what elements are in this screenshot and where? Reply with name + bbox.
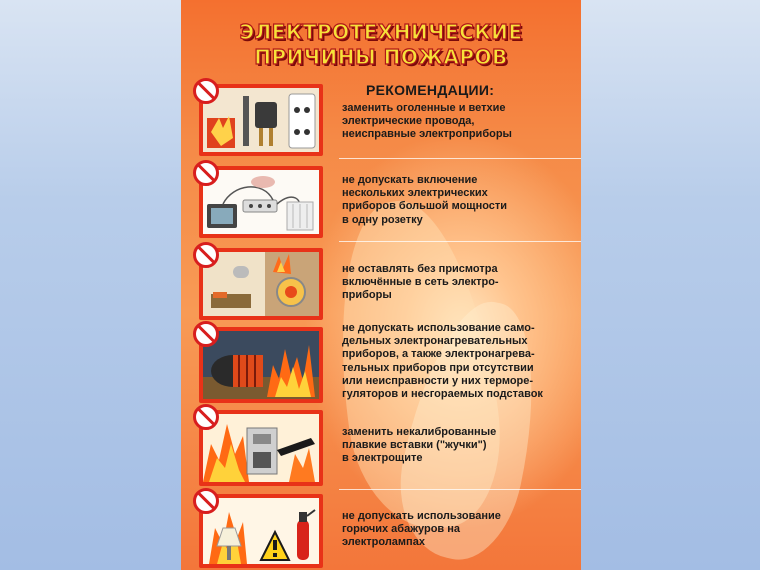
prohibition-sign-icon bbox=[193, 404, 219, 430]
divider bbox=[339, 489, 581, 490]
text-line: гуляторов и несгораемых подставок bbox=[342, 388, 543, 401]
text-line: в электрощите bbox=[342, 452, 423, 465]
text-line: или неисправности у них терморе- bbox=[342, 374, 534, 387]
text-line: не допускать использование bbox=[342, 510, 501, 522]
text-line: горючих абажуров на bbox=[342, 523, 460, 536]
text-line: заменить оголенные и ветхие bbox=[342, 102, 506, 114]
divider bbox=[339, 241, 581, 242]
recommendation-text-2 bbox=[342, 174, 581, 227]
recommendation-text-1 bbox=[342, 102, 581, 142]
recommendations-heading: РЕКОМЕНДАЦИИ: bbox=[366, 82, 495, 98]
text-line: в одну розетку bbox=[342, 213, 423, 226]
text-line: дельных электронагревательных bbox=[342, 335, 528, 348]
recommendation-text-5 bbox=[342, 426, 581, 466]
recommendation-text-6 bbox=[342, 510, 581, 550]
text-line: плавкие вставки ("жучки") bbox=[342, 439, 487, 452]
prohibition-sign-icon bbox=[193, 78, 219, 104]
poster-title-line2: ПРИЧИНЫ ПОЖАРОВ bbox=[254, 45, 508, 69]
text-line: электрические провода, bbox=[342, 115, 475, 128]
text-line: приборов большой мощности bbox=[342, 200, 508, 213]
text-line: включённые в сеть электро- bbox=[342, 276, 499, 289]
recommendation-text-4 bbox=[342, 322, 581, 401]
prohibition-sign-icon bbox=[193, 242, 219, 268]
text-line: не допускать использование само- bbox=[342, 322, 535, 334]
prohibition-sign-icon bbox=[193, 488, 219, 514]
text-line: не оставлять без присмотра bbox=[342, 263, 498, 275]
text-line: приборов, а также электронагрева- bbox=[342, 348, 535, 361]
divider bbox=[339, 158, 581, 159]
text-line: неисправные электроприборы bbox=[342, 128, 512, 141]
fire-safety-poster bbox=[181, 0, 581, 570]
text-line: заменить некалиброванные bbox=[342, 426, 497, 438]
text-line: электролампах bbox=[342, 536, 425, 549]
recommendation-text-3 bbox=[342, 263, 581, 303]
prohibition-sign-icon bbox=[193, 321, 219, 347]
text-line: нескольких электрических bbox=[342, 187, 488, 200]
text-line: приборы bbox=[342, 289, 392, 302]
text-line: тельных приборов при отсутствии bbox=[342, 361, 534, 374]
prohibition-sign-icon bbox=[193, 160, 219, 186]
text-line: не допускать включение bbox=[342, 174, 478, 186]
poster-title-line1: ЭЛЕКТРОТЕХНИЧЕСКИЕ bbox=[239, 20, 523, 44]
